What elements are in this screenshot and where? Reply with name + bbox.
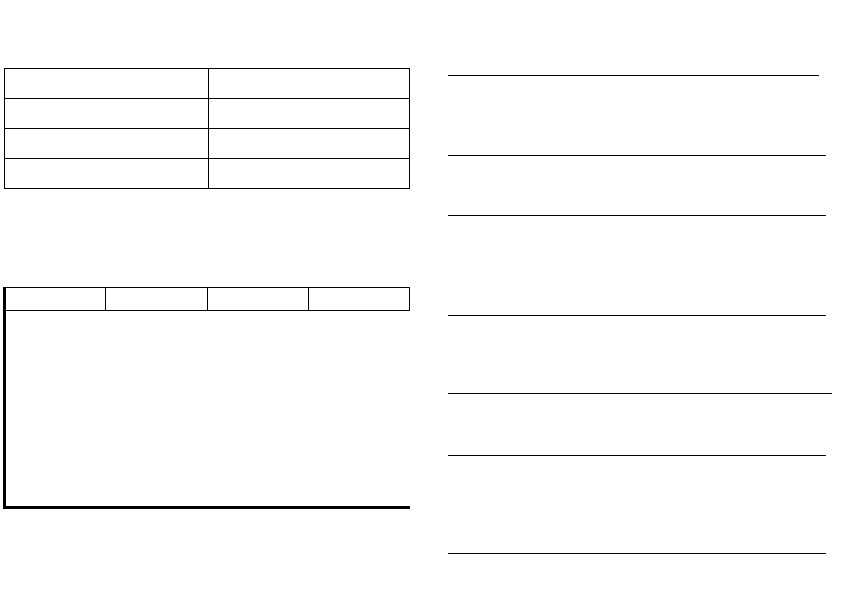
flavor-cell bbox=[5, 129, 209, 159]
answer-line-e[interactable] bbox=[448, 393, 832, 394]
answer-line-f[interactable] bbox=[448, 455, 826, 456]
chart-label-row bbox=[5, 288, 410, 311]
answer-line-c[interactable] bbox=[448, 215, 826, 216]
answer-line-d[interactable] bbox=[448, 315, 826, 316]
chart-y-axis bbox=[3, 287, 6, 509]
flavor-cell bbox=[5, 99, 209, 129]
chart-label-chocolate bbox=[106, 288, 207, 311]
blank-chart-grid bbox=[4, 287, 410, 311]
table-row bbox=[5, 99, 410, 129]
answer-line-b[interactable] bbox=[448, 155, 826, 156]
chart-label-morango bbox=[308, 288, 409, 311]
chart-label-abacaxi bbox=[5, 288, 106, 311]
table-row bbox=[5, 129, 410, 159]
chart-label-baunilha bbox=[207, 288, 308, 311]
votes-cell bbox=[209, 129, 410, 159]
votes-cell bbox=[209, 69, 410, 99]
votes-cell bbox=[209, 159, 410, 189]
table-row bbox=[5, 69, 410, 99]
answer-line-g[interactable] bbox=[448, 553, 826, 554]
answer-line-a[interactable] bbox=[448, 75, 819, 76]
table-row bbox=[5, 159, 410, 189]
flavor-cell bbox=[5, 69, 209, 99]
questions-panel bbox=[448, 0, 846, 600]
flavor-table bbox=[4, 68, 410, 189]
votes-cell bbox=[209, 99, 410, 129]
flavor-cell bbox=[5, 159, 209, 189]
chart-x-axis bbox=[4, 506, 410, 509]
